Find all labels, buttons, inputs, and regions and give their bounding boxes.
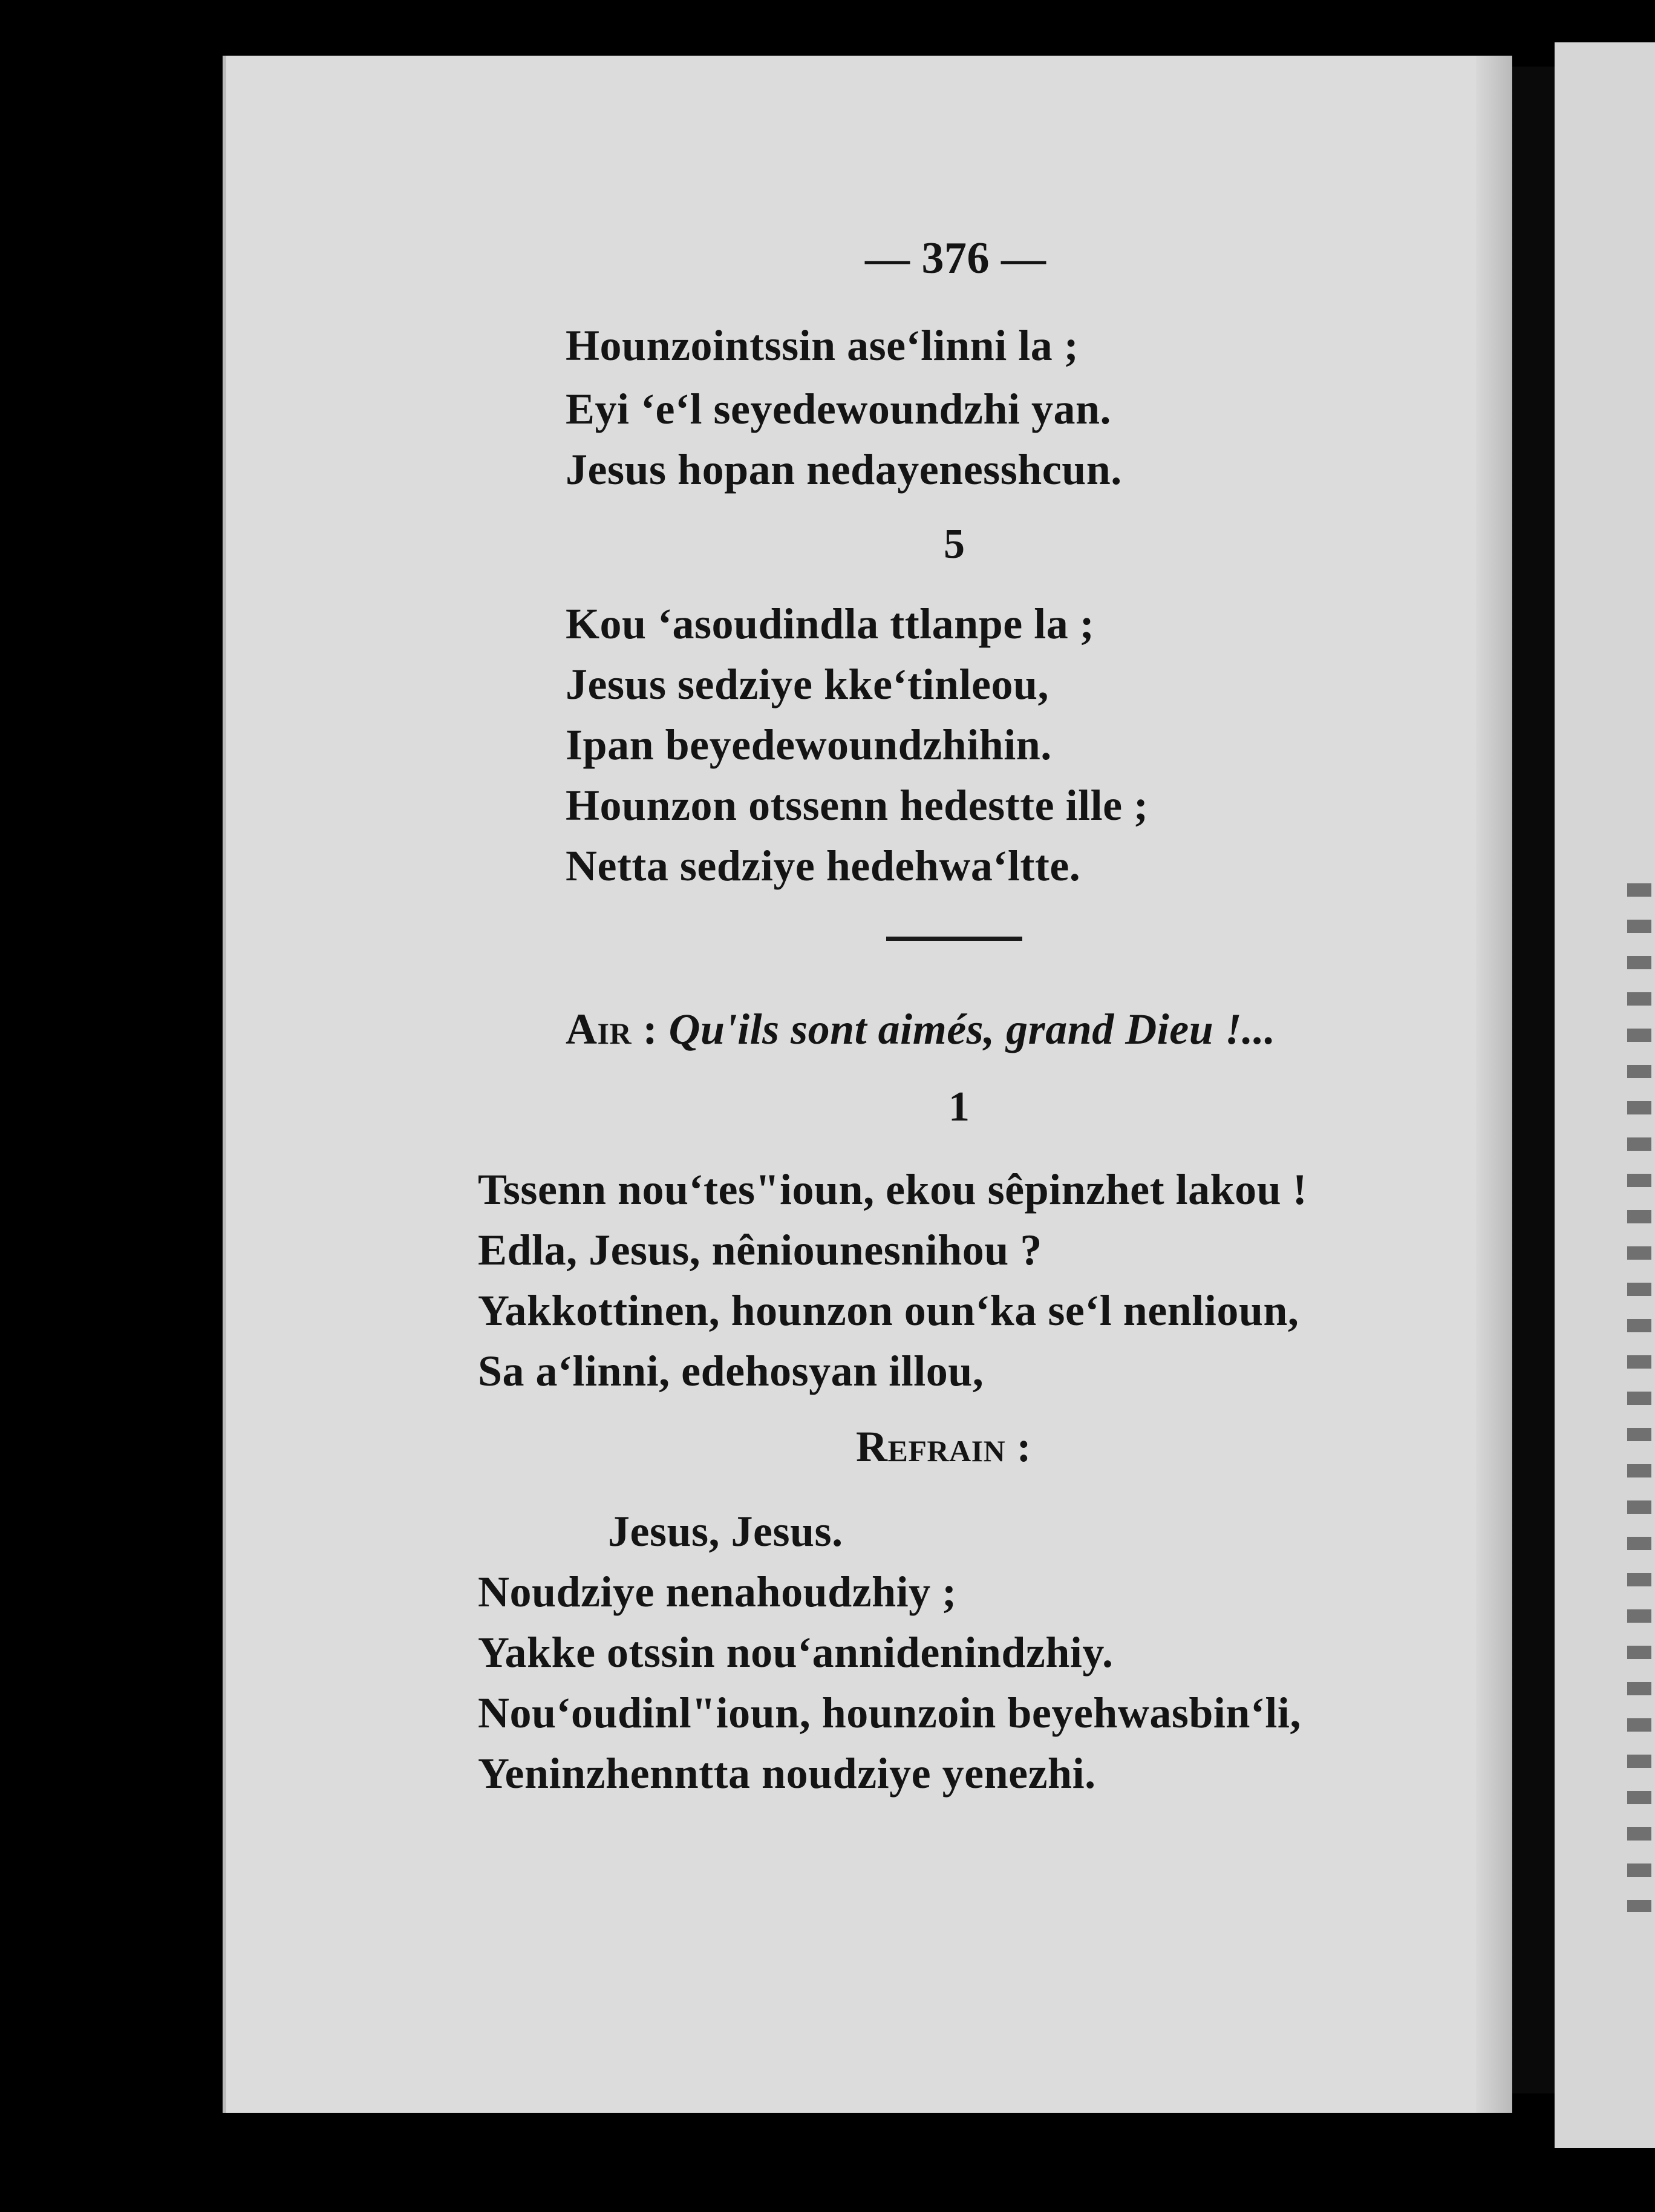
refrain-line: Noudziye nenahoudzhiy ; [478,1568,957,1616]
refrain-line: Jesus, Jesus. [608,1507,843,1556]
section-divider [886,937,1022,941]
air-line [566,1004,1276,1055]
verse-line: Ipan beyedewoundzhihin. [566,721,1052,769]
verse-line: Jesus hopan nedayenesshcun. [566,445,1122,494]
refrain-line: Yakke otssin nou‘annidenindzhiy. [478,1628,1114,1677]
verse-line: Yakkottinen, hounzon oun‘ka se‘l nenlioun, [478,1286,1299,1335]
stanza-number: 5 [944,521,965,568]
refrain-line: Nou‘oudinl"ioun, hounzoin beyehwasbin‘li, [478,1689,1301,1737]
verse-line: Hounzointssin ase‘linni la ; [566,321,1079,370]
verse-line: Edla, Jesus, nêniounesnihou ? [478,1226,1042,1274]
air-title: Qu'ils sont aimés, grand Dieu !... [668,1005,1276,1053]
verse-line: Kou ‘asoudindla ttlanpe la ; [566,600,1095,648]
verse-line: Eyi ‘e‘l seyedewoundzhi yan. [566,385,1112,433]
page-number: — 376 — [865,234,1046,283]
facing-page-text-fragment [1627,883,1651,1912]
verse-line: Tssenn nou‘tes"ioun, ekou sêpinzhet lakou ! [478,1165,1308,1214]
page-gutter-shadow [1476,56,1512,2113]
refrain-line: Yeninzhenntta noudziye yenezhi. [478,1749,1096,1798]
air-colon: : [632,1005,669,1053]
verse-line: Jesus sedziye kke‘tinleou, [566,660,1049,708]
refrain-heading: Refrain : [856,1422,1032,1471]
verse-line: Netta sedziye hedehwa‘ltte. [566,842,1081,890]
air-label: Air [566,1005,632,1053]
verse-line: Hounzon otssenn hedestte ille ; [566,781,1149,830]
verse-line: Sa a‘linni, edehosyan illou, [478,1347,984,1395]
book-binding [1512,67,1555,2093]
stanza-number: 1 [948,1084,970,1130]
